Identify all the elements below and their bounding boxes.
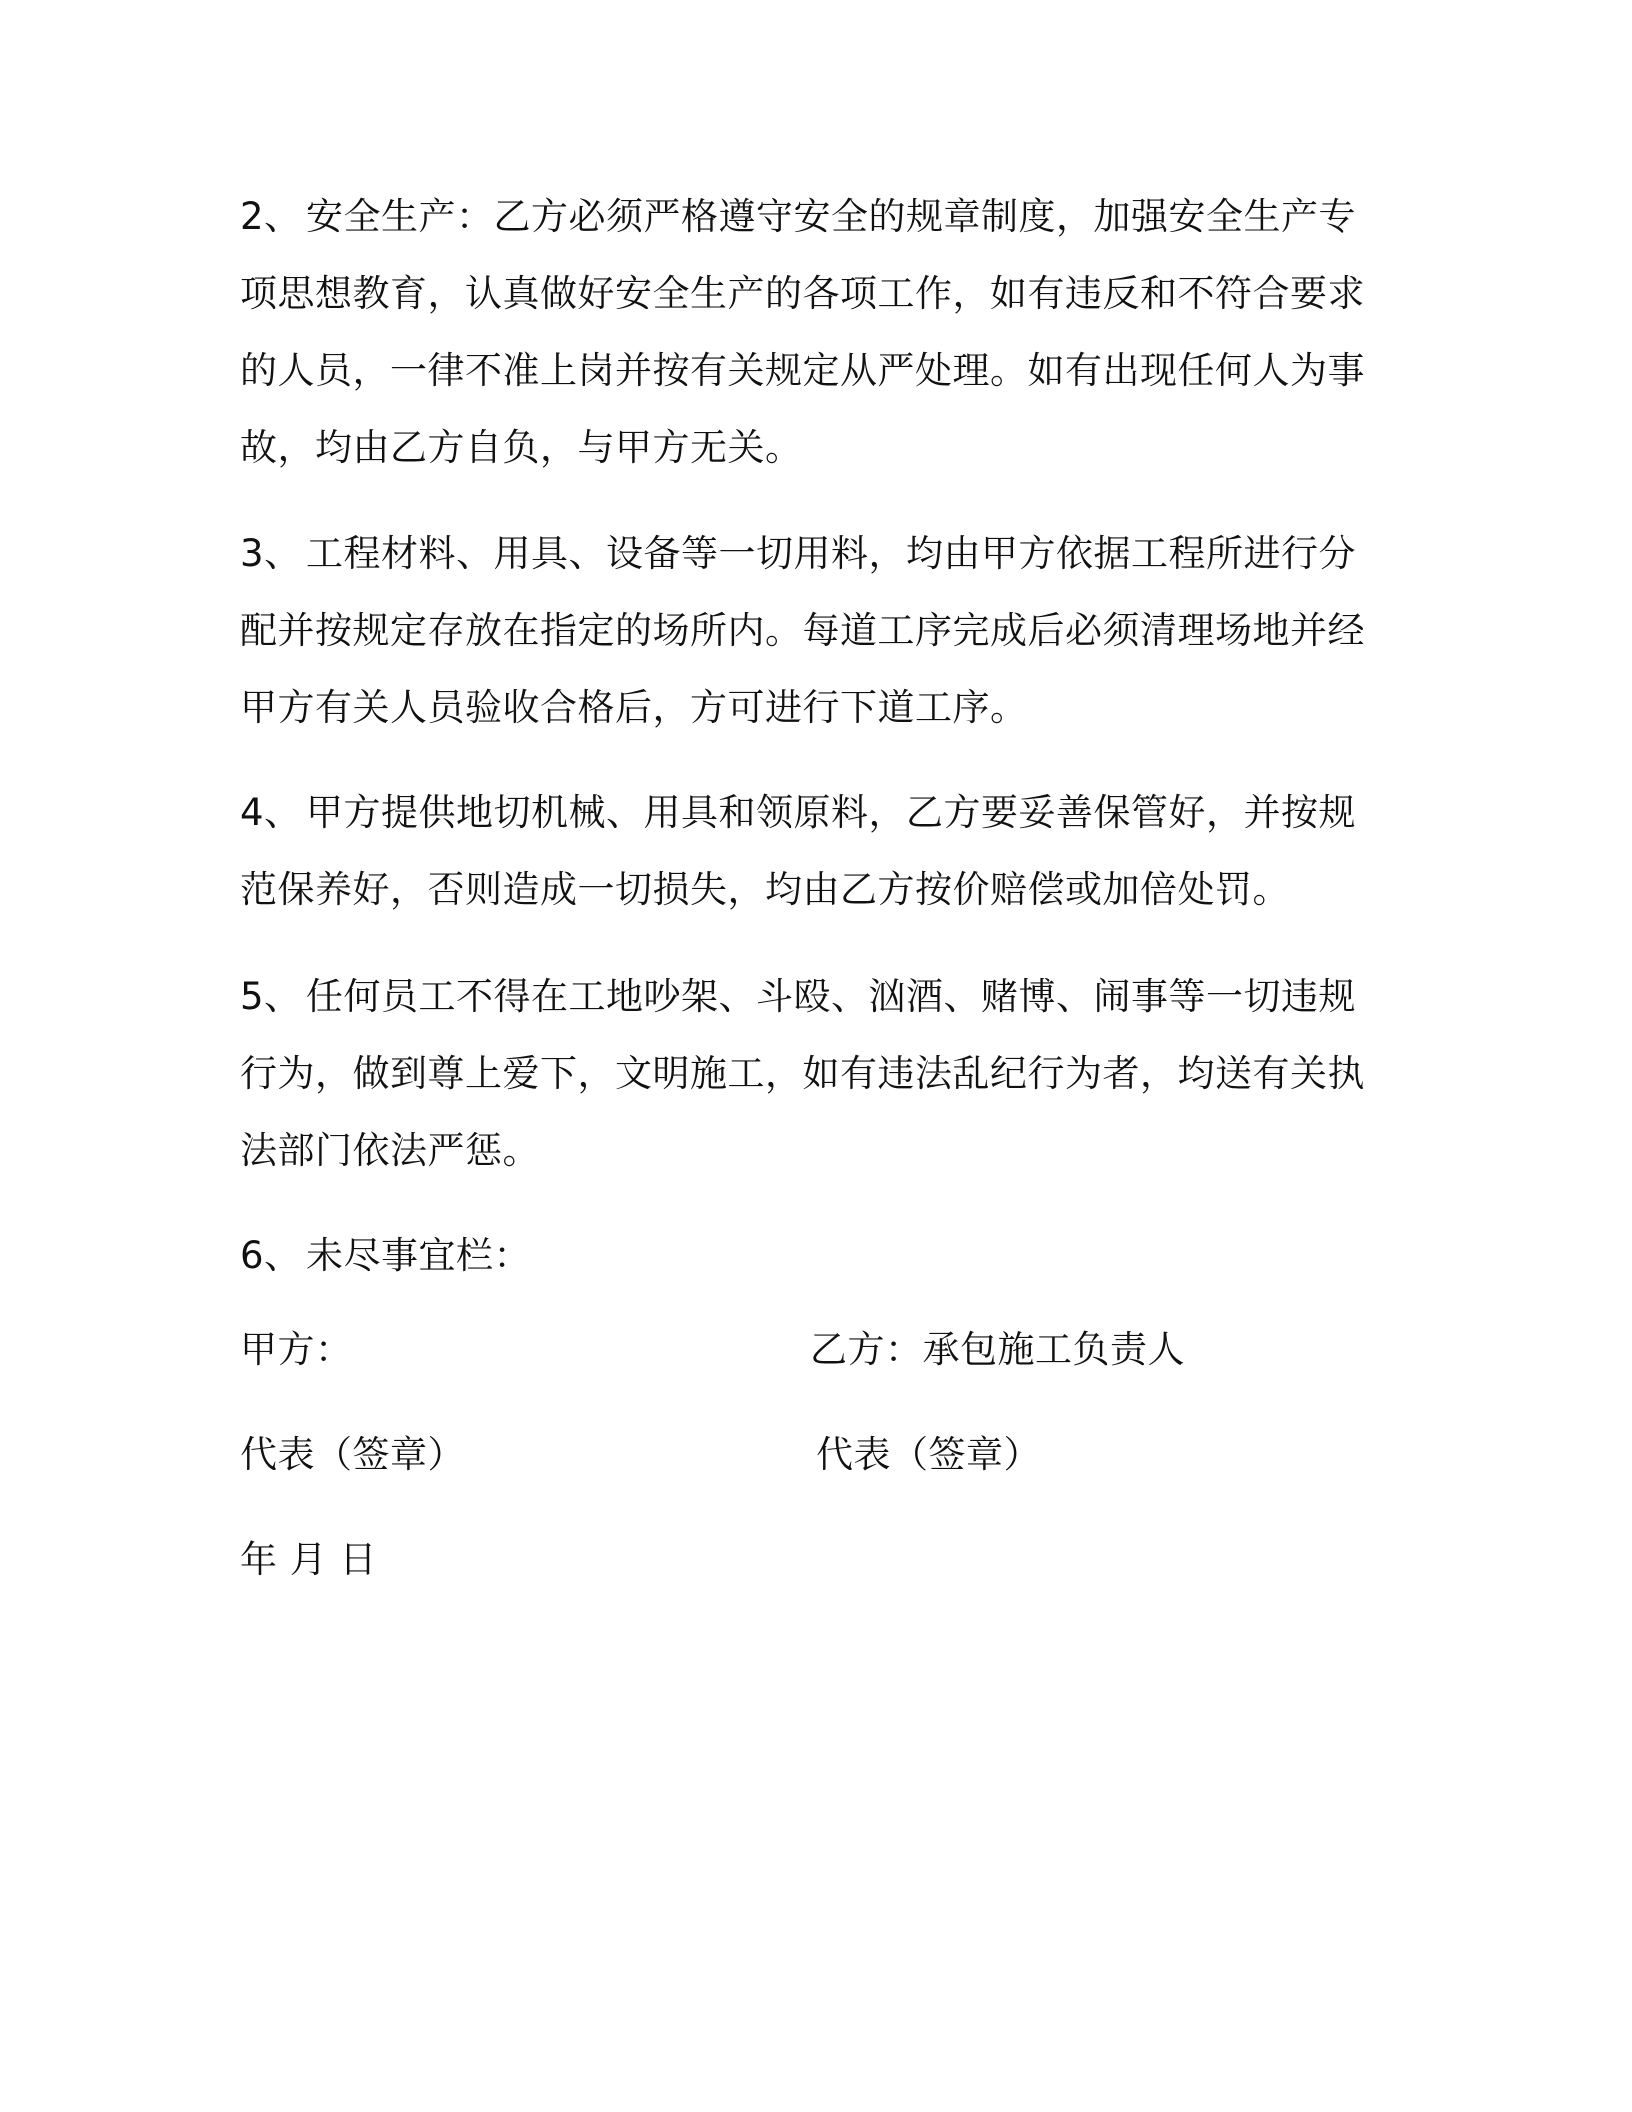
clause-5	[240, 958, 1380, 1189]
party-a-representative: 代表（签章）	[240, 1433, 465, 1476]
date-line: 年 月 日	[240, 1538, 378, 1581]
clause-number: 5、	[240, 975, 302, 1018]
clause-text: 未尽事宜栏：	[306, 1234, 531, 1277]
clause-text: 工程材料、用具、设备等一切用料，均由甲方依据工程所进行分配并按规定存放在指定的场所内。每道工序完成后必须清理场地并经甲方有关人员验收合格后，方可进行下道工序。	[240, 532, 1365, 729]
clause-3	[240, 515, 1380, 746]
clause-number: 6、	[240, 1234, 302, 1277]
clause-number: 2、	[240, 195, 302, 238]
clause-number: 4、	[240, 791, 302, 834]
party-a-label: 甲方：	[240, 1328, 353, 1371]
party-b-representative: 代表（签章）	[816, 1433, 1041, 1476]
clause-text: 任何员工不得在工地吵架、斗殴、汹酒、赌博、闹事等一切违规行为，做到尊上爱下，文明施工，如有违法乱纪行为者，均送有关执法部门依法严惩。	[240, 975, 1365, 1172]
clause-6	[240, 1217, 1380, 1294]
clause-4	[240, 774, 1380, 928]
clause-number: 3、	[240, 532, 302, 575]
clause-text: 甲方提供地切机械、用具和领原料，乙方要妥善保管好，并按规范保养好，否则造成一切损失，均由乙方按价赔偿或加倍处罚。	[240, 791, 1356, 911]
party-b-label: 乙方：承包施工负责人	[810, 1328, 1185, 1371]
clause-2	[240, 178, 1380, 486]
clause-text: 安全生产：乙方必须严格遵守安全的规章制度，加强安全生产专项思想教育，认真做好安全生产的各项工作，如有违反和不符合要求的人员，一律不准上岗并按有关规定从严处理。如有出现任何人为事故，均由乙方自负，与甲方无关。	[240, 195, 1365, 469]
